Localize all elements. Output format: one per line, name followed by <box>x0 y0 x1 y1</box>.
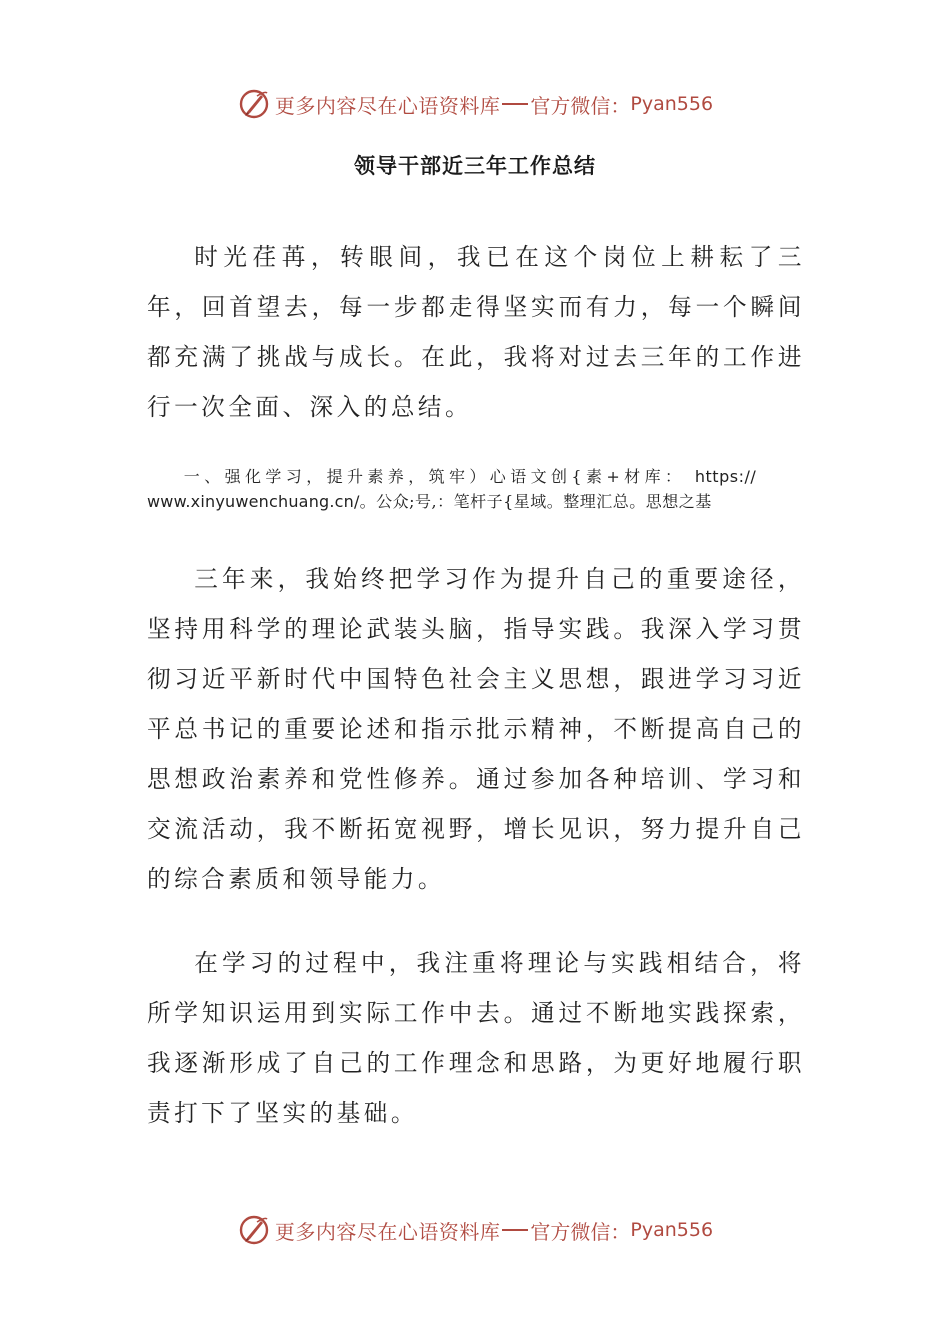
section-heading-text: 一、强化学习，提升素养，筑牢）心语文创{素+材库： <box>183 467 686 486</box>
section-heading-url-prefix: https:// <box>694 467 757 486</box>
intro-paragraph: 时光荏苒，转眼间，我已在这个岗位上耕耘了三年，回首望去，每一步都走得坚实而有力，每一个瞬间都充满了挑战与成长。在此，我将对过去三年的工作进行一次全面、深入的总结。 <box>147 243 805 421</box>
practice-paragraph: 在学习的过程中，我注重将理论与实践相结合，将所学知识运用到实际工作中去。通过不断地实践探索，我逐渐形成了自己的工作理念和思路，为更好地履行职责打下了坚实的基础。 <box>147 949 805 1127</box>
banner-wechat-id: Pyan556 <box>630 93 714 115</box>
banner-slogan: 更多内容尽在心语资料库 <box>274 93 501 118</box>
banner-slogan: 更多内容尽在心语资料库 <box>274 1219 501 1244</box>
banner-wechat-id: Pyan556 <box>630 1219 714 1241</box>
banner-wechat-label: 官方微信： <box>530 93 631 118</box>
section-heading-url: www.xinyuwenchuang.cn/ <box>147 492 360 511</box>
banner-wechat-label: 官方微信： <box>530 1219 631 1244</box>
banner-dash <box>502 1229 528 1231</box>
banner-dash <box>502 103 528 105</box>
section-heading-line-2 <box>147 489 807 514</box>
quill-pen-logo-icon <box>237 1213 271 1247</box>
section-heading <box>147 464 807 514</box>
document-title: 领导干部近三年工作总结 <box>354 154 596 178</box>
footer-banner <box>0 1210 950 1250</box>
section-heading-rest: 。公众;号,：笔杆子{星域。整理汇总。思想之基 <box>359 492 712 511</box>
section-heading-line-1 <box>147 464 807 489</box>
header-banner <box>0 84 950 124</box>
study-paragraph: 三年来，我始终把学习作为提升自己的重要途径，坚持用科学的理论武装头脑，指导实践。我深入学习贯彻习近平新时代中国特色社会主义思想，跟进学习习近平总书记的重要论述和指示批示精神，不断提高自己的思想政治素养和党性修养。通过参加各种培训、学习和交流活动，我不断拓宽视野，增长见识，努力提升自己的综合素质和领导能力。 <box>147 565 805 893</box>
quill-pen-logo-icon <box>237 87 271 121</box>
